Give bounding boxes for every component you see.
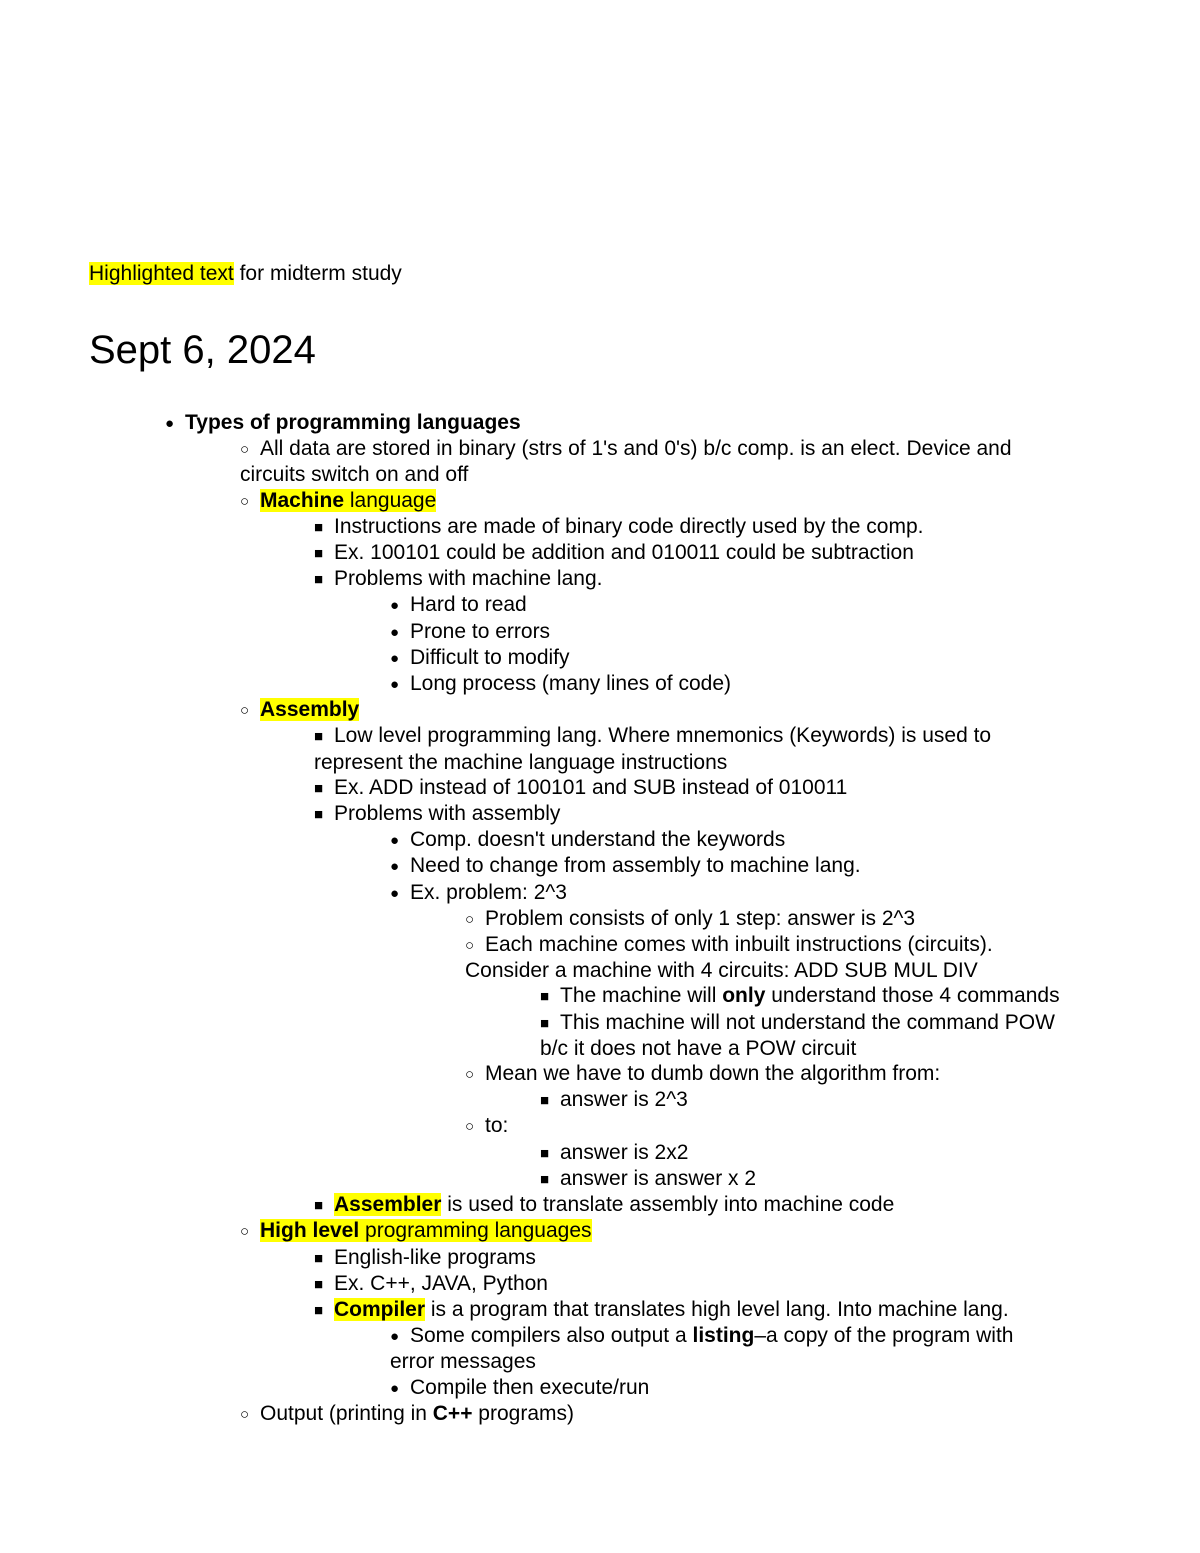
item-text: Ex. ADD instead of 100101 and SUB instead of 010011 bbox=[334, 775, 848, 799]
item-text: Ex. problem: 2^3 bbox=[410, 880, 567, 904]
list-item bbox=[540, 1166, 1120, 1192]
circle-bullet-icon: ○ bbox=[240, 702, 250, 720]
list-item bbox=[240, 488, 1110, 514]
list-item bbox=[314, 1192, 1104, 1218]
item-bold-text: C++ bbox=[432, 1401, 473, 1425]
item-text: Comp. doesn't understand the keywords bbox=[410, 828, 786, 852]
item-binary-text: All data are stored in binary (strs of 1's and 0's) b/c comp. is an elect. Device and bbox=[260, 437, 1012, 461]
item-text: answer is 2^3 bbox=[560, 1088, 688, 1112]
item-text: –a copy of the program with bbox=[754, 1324, 1014, 1348]
item-text: Difficult to modify bbox=[410, 645, 570, 669]
disc-bullet-icon: ● bbox=[390, 1328, 400, 1346]
square-bullet-icon: ■ bbox=[314, 728, 324, 746]
list-item bbox=[465, 1113, 1105, 1139]
list-item-continuation bbox=[390, 1349, 1200, 1374]
disc-bullet-icon: ● bbox=[390, 623, 400, 641]
square-bullet-icon: ■ bbox=[540, 1014, 550, 1032]
item-text: Some compilers also output a bbox=[410, 1324, 693, 1348]
list-item bbox=[314, 566, 1104, 592]
disc-bullet-icon: ● bbox=[390, 676, 400, 694]
square-bullet-icon: ■ bbox=[540, 1170, 550, 1188]
list-item bbox=[240, 1401, 1110, 1427]
machine-bold-text: Machine bbox=[260, 488, 345, 512]
list-item bbox=[314, 801, 1104, 827]
list-item-continuation bbox=[314, 750, 1200, 775]
assembly-highlight: Assembly bbox=[260, 698, 360, 722]
circle-bullet-icon: ○ bbox=[465, 937, 475, 955]
item-text: Instructions are made of binary code directly used by the comp. bbox=[334, 514, 924, 538]
item-bold-text: only bbox=[722, 984, 766, 1008]
machine-language-highlight bbox=[260, 489, 436, 512]
heading-types-of-programming-languages: Types of programming languages bbox=[185, 411, 521, 434]
item-text: Need to change from assembly to machine lang. bbox=[410, 854, 861, 878]
item-text: Compile then execute/run bbox=[410, 1375, 650, 1399]
list-item bbox=[240, 436, 1110, 462]
item-bold-text: listing bbox=[692, 1324, 755, 1348]
item-text: Problems with assembly bbox=[334, 802, 561, 826]
item-text: Hard to read bbox=[410, 593, 527, 617]
square-bullet-icon: ■ bbox=[314, 1275, 324, 1293]
item-text: is used to translate assembly into machine code bbox=[441, 1193, 895, 1217]
square-bullet-icon: ■ bbox=[314, 806, 324, 824]
list-item bbox=[314, 1245, 1104, 1271]
disc-bullet-icon: ● bbox=[390, 858, 400, 876]
list-item-continuation bbox=[465, 958, 1200, 983]
list-item bbox=[390, 671, 1110, 697]
circle-bullet-icon: ○ bbox=[465, 910, 475, 928]
item-text: Output (printing in bbox=[260, 1401, 433, 1425]
list-item bbox=[465, 1061, 1105, 1087]
disc-bullet-icon: ● bbox=[390, 597, 400, 615]
list-item bbox=[390, 1323, 1110, 1349]
item-binary-text-cont: circuits switch on and off bbox=[240, 463, 469, 487]
square-bullet-icon: ■ bbox=[540, 1144, 550, 1162]
circle-bullet-icon: ○ bbox=[240, 492, 250, 510]
item-text: answer is answer x 2 bbox=[560, 1166, 757, 1190]
square-bullet-icon: ■ bbox=[314, 571, 324, 589]
disc-bullet-icon: ● bbox=[390, 649, 400, 667]
item-text: to: bbox=[485, 1114, 509, 1138]
square-bullet-icon: ■ bbox=[540, 1092, 550, 1110]
square-bullet-icon: ■ bbox=[314, 1249, 324, 1267]
list-item bbox=[314, 723, 1104, 749]
list-item bbox=[540, 1087, 1120, 1113]
compiler-highlight: Compiler bbox=[334, 1297, 426, 1321]
list-item bbox=[314, 775, 1104, 801]
assembler-highlight: Assembler bbox=[334, 1193, 442, 1217]
list-item-continuation bbox=[540, 1036, 1200, 1061]
circle-bullet-icon: ○ bbox=[465, 1066, 475, 1084]
item-text: Low level programming lang. Where mnemonics (Keywords) is used to bbox=[334, 724, 992, 748]
list-item bbox=[314, 1297, 1104, 1323]
square-bullet-icon: ■ bbox=[314, 779, 324, 797]
machine-rest-text: language bbox=[344, 488, 437, 512]
list-item bbox=[240, 697, 1110, 723]
list-item bbox=[390, 619, 1110, 645]
page-title: Sept 6, 2024 bbox=[89, 328, 316, 372]
item-text: Ex. C++, JAVA, Python bbox=[334, 1271, 548, 1295]
high-level-rest-text: programming languages bbox=[359, 1219, 592, 1243]
list-item bbox=[314, 540, 1104, 566]
list-item bbox=[390, 827, 1110, 853]
list-item bbox=[540, 1140, 1120, 1166]
high-level-highlight bbox=[260, 1219, 592, 1242]
list-item bbox=[465, 932, 1105, 958]
square-bullet-icon: ■ bbox=[314, 518, 324, 536]
intro-line bbox=[89, 260, 402, 287]
item-text: Problem consists of only 1 step: answer is 2^3 bbox=[485, 906, 916, 930]
notes-outline bbox=[0, 410, 1200, 1427]
item-text: programs) bbox=[472, 1401, 574, 1425]
intro-rest-text: for midterm study bbox=[233, 262, 402, 285]
item-text: Long process (many lines of code) bbox=[410, 672, 731, 696]
list-item bbox=[390, 880, 1110, 906]
list-item bbox=[314, 1271, 1104, 1297]
circle-bullet-icon: ○ bbox=[240, 1223, 250, 1241]
item-text: answer is 2x2 bbox=[560, 1140, 689, 1164]
square-bullet-icon: ■ bbox=[314, 1301, 324, 1319]
item-text: English-like programs bbox=[334, 1245, 536, 1269]
list-item bbox=[390, 1375, 1110, 1401]
disc-bullet-icon: ● bbox=[165, 415, 175, 432]
high-level-bold-text: High level bbox=[260, 1219, 360, 1243]
list-item bbox=[314, 514, 1104, 540]
item-text: is a program that translates high level lang. Into machine lang. bbox=[425, 1297, 1009, 1321]
list-item bbox=[390, 645, 1110, 671]
item-text: Each machine comes with inbuilt instructions (circuits). bbox=[485, 933, 993, 957]
item-text: understand those 4 commands bbox=[765, 984, 1060, 1008]
item-text: Prone to errors bbox=[410, 619, 551, 643]
intro-highlighted-text: Highlighted text bbox=[89, 262, 234, 285]
list-item bbox=[465, 906, 1105, 932]
item-text-cont: Consider a machine with 4 circuits: ADD SUB MUL DIV bbox=[465, 959, 978, 983]
item-text: Ex. 100101 could be addition and 010011 could be subtraction bbox=[334, 541, 914, 565]
square-bullet-icon: ■ bbox=[314, 545, 324, 563]
square-bullet-icon: ■ bbox=[314, 1197, 324, 1215]
square-bullet-icon: ■ bbox=[540, 988, 550, 1006]
item-text: Problems with machine lang. bbox=[334, 567, 603, 591]
list-item-continuation bbox=[240, 462, 1200, 487]
list-item bbox=[540, 983, 1120, 1009]
circle-bullet-icon: ○ bbox=[465, 1118, 475, 1136]
disc-bullet-icon: ● bbox=[390, 1379, 400, 1397]
list-item bbox=[540, 1010, 1120, 1036]
disc-bullet-icon: ● bbox=[390, 832, 400, 850]
item-text-cont: b/c it does not have a POW circuit bbox=[540, 1036, 857, 1060]
disc-bullet-icon: ● bbox=[390, 884, 400, 902]
list-item bbox=[390, 592, 1110, 618]
list-item bbox=[165, 410, 1115, 436]
list-item bbox=[390, 853, 1110, 879]
circle-bullet-icon: ○ bbox=[240, 1405, 250, 1423]
item-text: Mean we have to dumb down the algorithm from: bbox=[485, 1062, 941, 1086]
item-text: The machine will bbox=[560, 984, 723, 1008]
item-text-cont: error messages bbox=[390, 1350, 536, 1374]
item-text-cont: represent the machine language instructions bbox=[314, 750, 728, 774]
item-text: This machine will not understand the command POW bbox=[560, 1010, 1055, 1034]
circle-bullet-icon: ○ bbox=[240, 441, 250, 459]
list-item bbox=[240, 1218, 1110, 1244]
